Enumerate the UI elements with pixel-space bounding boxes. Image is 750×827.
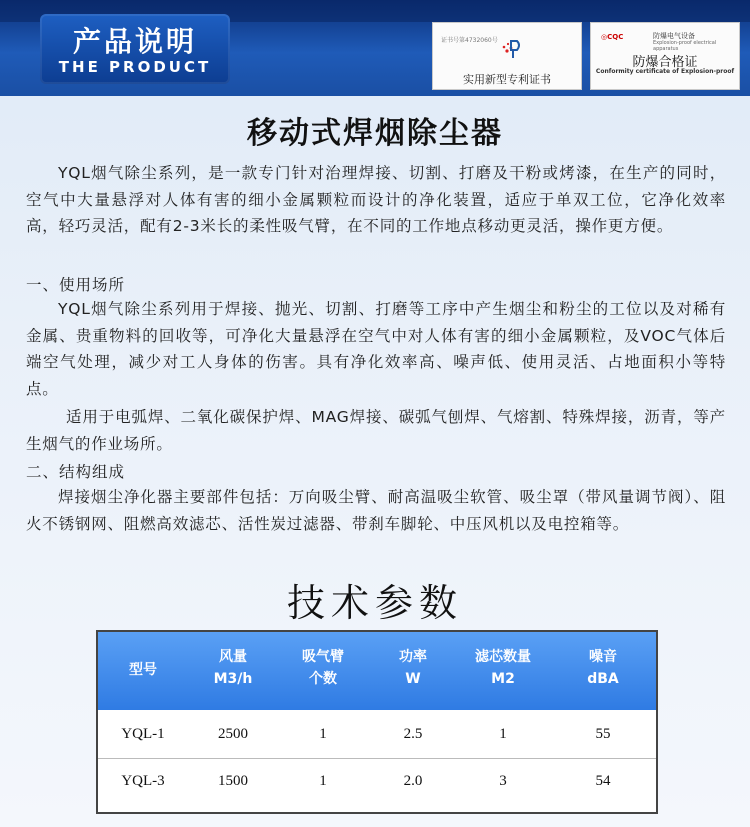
explosion-cert-top: 防爆电气设备 [653,32,695,40]
cell-model: YQL-3 [121,773,165,789]
cell-arms: 1 [319,773,327,789]
product-title-cn: 产品说明 [72,25,197,58]
header-noise-unit: dBA [587,671,619,687]
explosion-cert-sub: Explosion-proof electrical apparatus [653,40,717,52]
header-airflow-unit: M3/h [213,671,253,687]
header-power-unit: W [405,671,421,687]
cell-noise: 54 [595,773,611,789]
header-filters-unit: M2 [491,671,515,687]
section2-paragraph: 焊接烟尘净化器主要部件包括：万向吸尘臂、耐高温吸尘软管、吸尘罩（带风量调节阀）、阻火不锈钢网、阻燃高效滤芯、活性炭过滤器、带刹车脚轮、中压风机以及电控箱等。 [26,488,726,533]
header-model-label: 型号 [129,662,157,678]
explosion-cert-name: 防爆合格证 [632,55,698,70]
header-cell-model [98,659,188,681]
header-airflow-label: 风量 [219,649,247,665]
cell-airflow: 1500 [218,773,248,789]
section2-heading: 二、结构组成 [26,463,126,481]
header-arms-label: 吸气臂 [302,649,344,665]
patent-certificate-image [432,22,582,90]
header-cell-power [368,646,458,690]
cell-power: 2.5 [403,726,423,742]
header-cell-airflow [188,646,278,690]
section1-heading: 一、使用场所 [26,276,126,294]
page-title: 移动式焊烟除尘器 [247,116,503,151]
header-noise-label: 噪音 [589,649,617,665]
params-table [96,630,658,814]
patent-seal-icon [499,37,523,61]
cell-power: 2.0 [403,773,423,789]
patent-cert-number: 证书号第4732060号 [441,37,498,44]
intro-paragraph: YQL烟气除尘系列，是一款专门针对治理焊接、切割、打磨及干粉或烤漆，在生产的同时，空气中大量悬浮对人体有害的细小金属颗粒而设计的净化装置，适应于单双工位，它净化效率高，轻巧灵活，配有2-3米长的柔性吸气臂，在不同的工作地点移动更灵活，操作更方便。 [26,164,726,235]
cell-filters: 3 [499,773,507,789]
header-filters-label: 滤芯数量 [475,649,531,665]
header-cell-arms [278,646,368,690]
header-cell-noise [558,646,648,690]
header-banner [0,0,750,96]
cell-arms: 1 [319,726,327,742]
cqc-logo-icon: ◎CQC [601,33,624,41]
product-title-box [40,14,230,84]
cell-filters: 1 [499,726,507,742]
table-row [98,712,656,759]
cell-model: YQL-1 [121,726,165,742]
explosion-certificate-image [590,22,740,90]
header-arms-unit: 个数 [309,671,337,687]
cell-airflow: 2500 [218,726,248,742]
section1-paragraph: YQL烟气除尘系列用于焊接、抛光、切割、打磨等工序中产生烟尘和粉尘的工位以及对稀有金属、贵重物料的回收等，可净化大量悬浮在空气中对人体有害的细小金属颗粒，及VOC气体后端空气处理，减少对工人身体的伤害。具有净化效率高、噪声低、使用灵活、占地面积小等特点。 [26,300,726,398]
params-table-header [98,632,656,710]
patent-cert-name: 实用新型专利证书 [463,73,551,86]
section1-paragraph-2: 适用于电弧焊、二氧化碳保护焊、MAG焊接、碳弧气刨焊、气熔割、特殊焊接，沥青，等产生烟气的作业场所。 [26,408,726,453]
params-title: 技术参数 [286,581,463,625]
table-row [98,759,656,805]
header-power-label: 功率 [399,649,427,665]
cell-noise: 55 [595,726,611,742]
product-title-en: THE PRODUCT [58,58,212,76]
header-cell-filters [458,646,548,690]
explosion-cert-en: Conformity certificate of Explosion-proof [595,68,735,75]
